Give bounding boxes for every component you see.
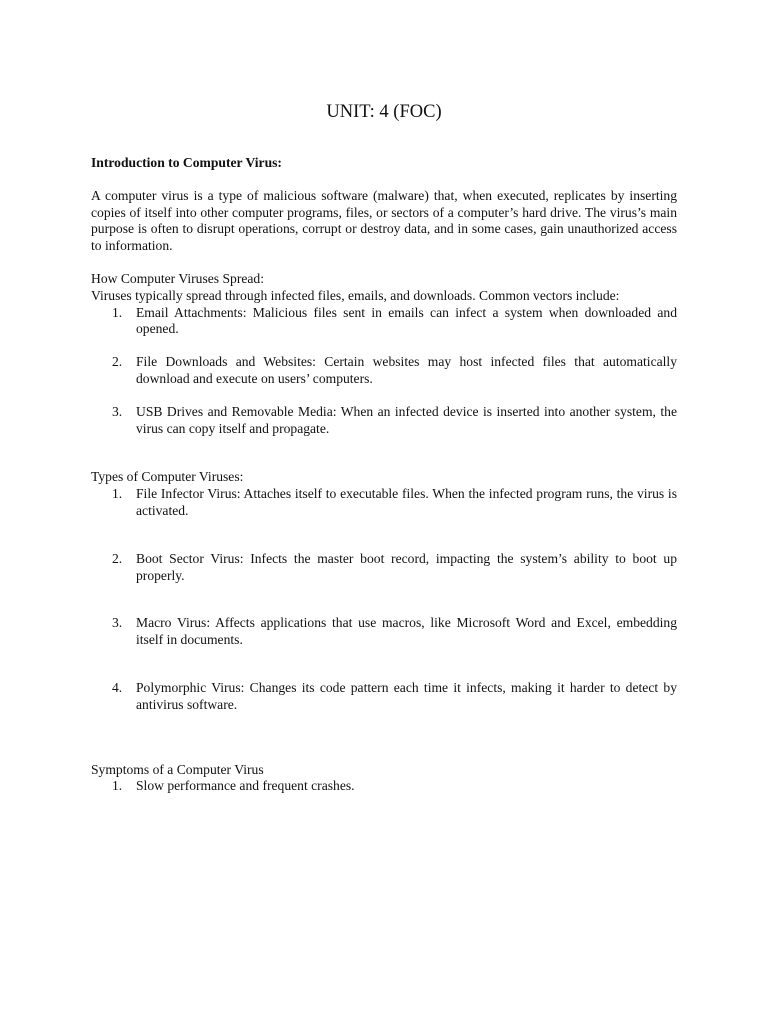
list-item-text: Slow performance and frequent crashes. — [136, 778, 355, 794]
spread-heading: How Computer Viruses Spread: — [91, 270, 264, 286]
symptoms-list — [91, 778, 677, 795]
list-number: 3. — [112, 403, 123, 419]
list-item — [91, 680, 677, 714]
list-item — [91, 305, 677, 339]
list-number: 3. — [112, 615, 123, 631]
list-item-text: File Infector Virus: Attaches itself to executable files. When the infected program runs, the virus is activated. — [136, 486, 677, 518]
list-item — [91, 551, 677, 585]
spread-list — [91, 305, 677, 438]
types-list — [91, 486, 677, 713]
list-item — [91, 404, 677, 438]
page-title: UNIT: 4 (FOC) — [326, 102, 442, 122]
document-body — [91, 155, 677, 795]
types-heading: Types of Computer Viruses: — [91, 469, 244, 485]
list-item-text: Boot Sector Virus: Infects the master boot record, impacting the system’s ability to boot up properly. — [136, 550, 677, 583]
list-item — [91, 354, 677, 388]
list-item-text: Email Attachments: Malicious files sent in emails can infect a system when downloaded and opened. — [136, 304, 677, 337]
list-number: 1. — [112, 778, 123, 794]
list-item-text: USB Drives and Removable Media: When an infected device is inserted into another system, the virus can copy itself and propagate. — [136, 403, 677, 436]
list-number: 2. — [112, 354, 123, 370]
spread-lead: Viruses typically spread through infected files, emails, and downloads. Common vectors include: — [91, 287, 620, 303]
list-item — [91, 486, 677, 520]
list-item-text: Polymorphic Virus: Changes its code pattern each time it infects, making it harder to detect by antivirus software. — [136, 679, 677, 712]
list-item — [91, 615, 677, 649]
list-item — [91, 778, 677, 795]
list-item-text: Macro Virus: Affects applications that use macros, like Microsoft Word and Excel, embedding itself in documents. — [136, 615, 677, 648]
list-number: 4. — [112, 679, 123, 695]
list-number: 1. — [112, 486, 123, 502]
intro-paragraph: A computer virus is a type of malicious software (malware) that, when executed, replicates by inserting copies of itself into other computer programs, files, or sectors of a computer’s hard drive. The virus’s main purpose is often to disrupt operations, corrupt or destroy data, and in some cases, gain unauthorized access to information. — [91, 187, 677, 254]
intro-heading: Introduction to Computer Virus: — [91, 155, 282, 170]
list-number: 1. — [112, 304, 123, 320]
list-item-text: File Downloads and Websites: Certain websites may host infected files that automatically download and execute on users’ computers. — [136, 354, 677, 386]
list-number: 2. — [112, 550, 123, 566]
symptoms-heading: Symptoms of a Computer Virus — [91, 761, 264, 777]
